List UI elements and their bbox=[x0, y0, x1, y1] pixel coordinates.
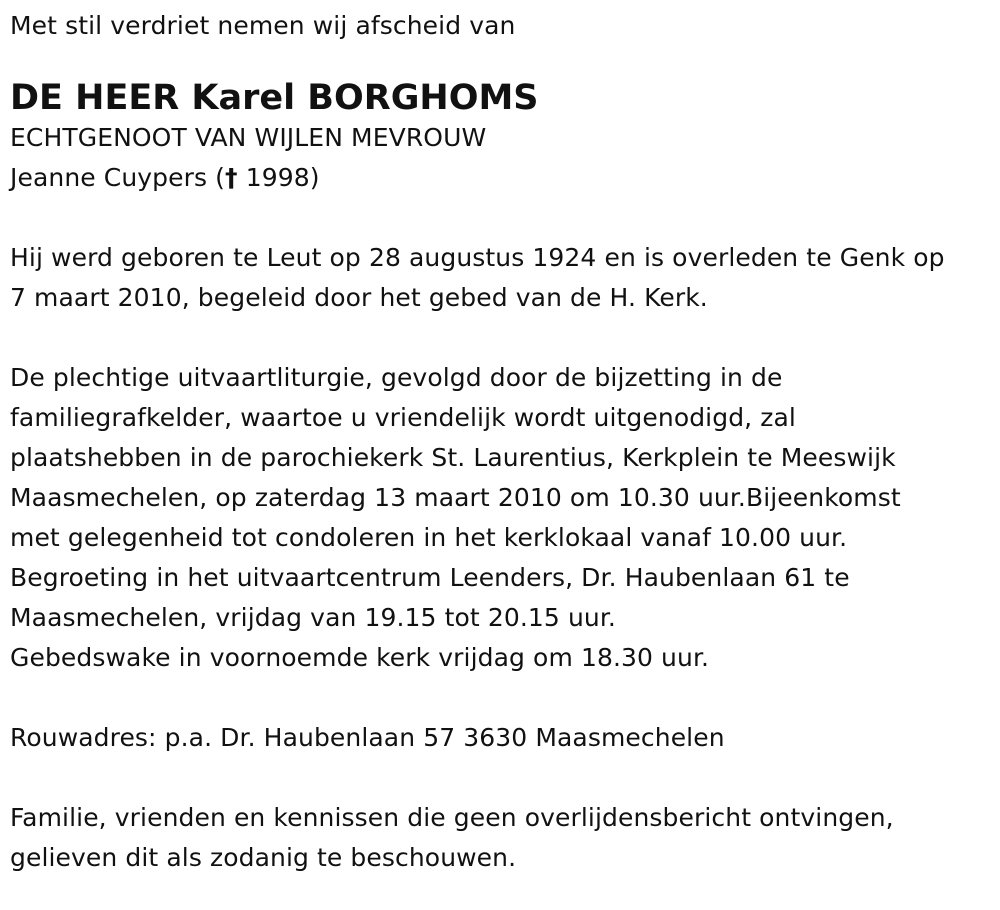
spouse-title: ECHTGENOOT VAN WIJLEN MEVROUW bbox=[10, 123, 487, 152]
paragraph-line: plaatshebben in de parochiekerk St. Laurentius, Kerkplein te Meeswijk bbox=[10, 443, 896, 472]
spouse-year: 1998) bbox=[237, 163, 320, 192]
paragraph-line: met gelegenheid tot condoleren in het kerklokaal vanaf 10.00 uur. bbox=[10, 523, 848, 552]
closing-paragraph bbox=[10, 798, 1000, 878]
paragraph-line: Maasmechelen, vrijdag van 19.15 tot 20.15 uur. bbox=[10, 603, 616, 632]
deceased-name: DE HEER Karel BORGHOMS bbox=[10, 78, 539, 118]
intro-line: Met stil verdriet nemen wij afscheid van bbox=[10, 11, 516, 40]
spouse-line bbox=[10, 158, 1000, 198]
paragraph-line: Gebedswake in voornoemde kerk vrijdag om 18.30 uur. bbox=[10, 643, 710, 672]
paragraph-line: Hij werd geboren te Leut op 28 augustus 1924 en is overleden te Genk op bbox=[10, 243, 945, 272]
paragraph-line: gelieven dit als zodanig te beschouwen. bbox=[10, 843, 517, 872]
paragraph-line: Begroeting in het uitvaartcentrum Leenders, Dr. Haubenlaan 61 te bbox=[10, 563, 850, 592]
paragraph-line: familiegrafkelder, waartoe u vriendelijk wordt uitgenodigd, zal bbox=[10, 403, 796, 432]
address-paragraph bbox=[10, 718, 1000, 758]
cross-icon: † bbox=[225, 163, 238, 192]
ceremony-paragraph bbox=[10, 358, 1000, 678]
paragraph-line: 7 maart 2010, begeleid door het gebed van de H. Kerk. bbox=[10, 283, 708, 312]
paragraph-line: Maasmechelen, op zaterdag 13 maart 2010 om 10.30 uur.Bijeenkomst bbox=[10, 483, 901, 512]
mourning-address: Rouwadres: p.a. Dr. Haubenlaan 57 3630 Maasmechelen bbox=[10, 723, 725, 752]
paragraph-line: Familie, vrienden en kennissen die geen overlijdensbericht ontvingen, bbox=[10, 803, 894, 832]
birth-death-paragraph bbox=[10, 238, 1000, 318]
paragraph-line: De plechtige uitvaartliturgie, gevolgd door de bijzetting in de bbox=[10, 363, 783, 392]
spouse-name: Jeanne Cuypers ( bbox=[10, 163, 226, 192]
